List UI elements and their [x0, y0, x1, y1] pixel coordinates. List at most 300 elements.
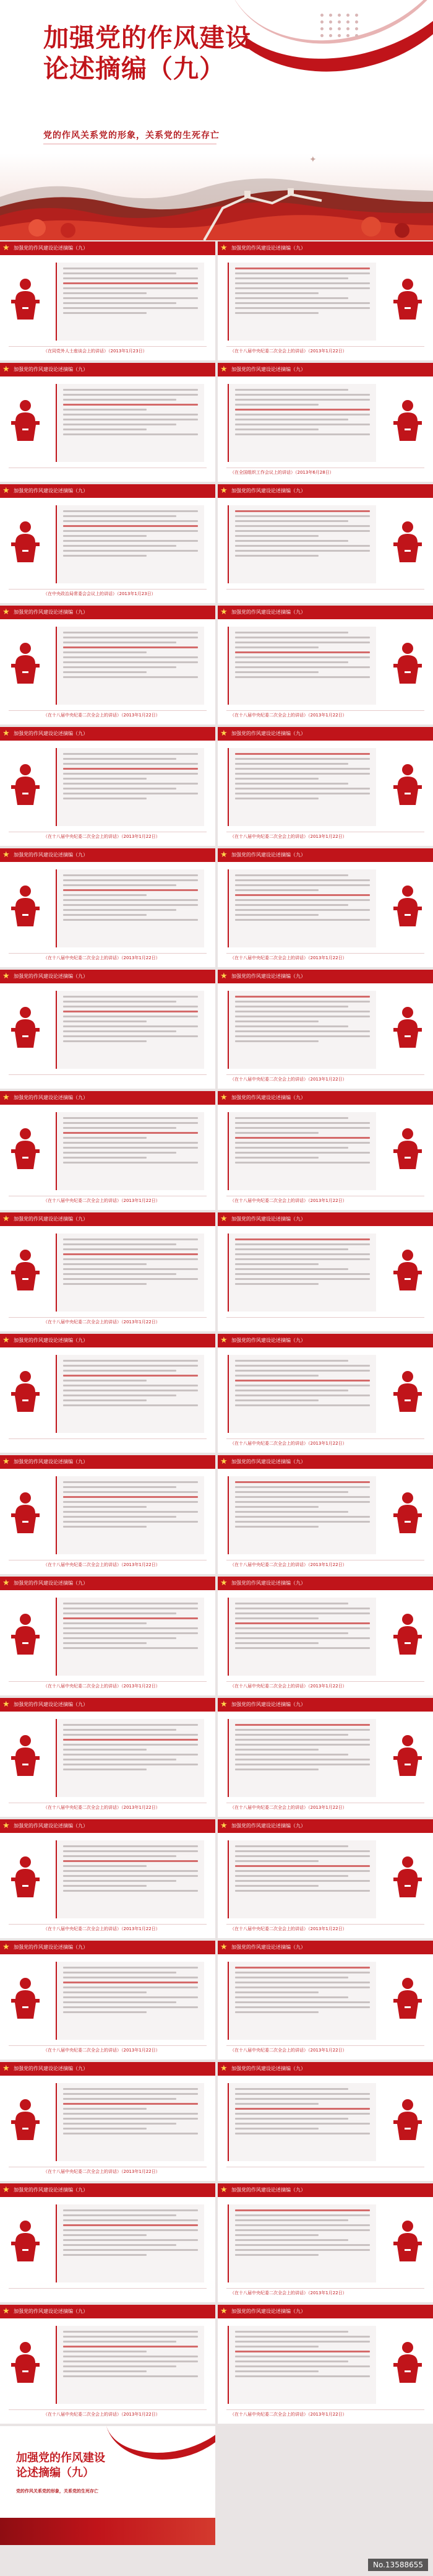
text-line: [63, 879, 198, 881]
star-icon: ★: [2, 1700, 10, 1709]
divider: [9, 2409, 207, 2410]
text-line: [63, 1263, 147, 1265]
text-line: [63, 1982, 198, 1983]
quote-source: （在十八届中央纪委二次全会上的讲话）（2013年1月22日）: [43, 2048, 160, 2053]
text-line: [63, 1011, 198, 1012]
slide-title: 加强党的作风建设论述摘编（九）: [14, 245, 88, 251]
end-title-line2: 论述摘编（九）: [16, 2466, 94, 2479]
divider: [226, 2288, 424, 2289]
divider: [9, 1924, 207, 1925]
speaker-podium-icon: [390, 2098, 426, 2141]
content-slide: [218, 484, 433, 603]
slide-title: 加强党的作风建设论述摘编（九）: [231, 1459, 306, 1464]
quote-source: （在十八届中央纪委二次全会上的讲话）（2013年1月22日）: [230, 955, 347, 960]
text-line: [235, 1385, 370, 1386]
speaker-podium-icon: [390, 884, 426, 928]
text-line: [235, 1404, 370, 1406]
text-line: [235, 2361, 348, 2362]
text-line: [235, 389, 348, 391]
star-icon: ★: [2, 243, 10, 253]
quote-source: （在十八届中央纪委二次全会上的讲话）（2013年1月22日）: [230, 1562, 347, 1567]
text-line: [235, 535, 319, 537]
text-line: [63, 2365, 176, 2367]
quote-source: （在中央政治局常委会会议上的讲话）（2013年1月23日）: [43, 591, 156, 596]
text-line: [235, 773, 370, 775]
text-line: [235, 414, 370, 416]
content-slide: [218, 2062, 433, 2181]
content-slide: [218, 606, 433, 724]
text-line: [63, 2244, 176, 2246]
text-line: [63, 2336, 198, 2338]
content-slide: [218, 727, 433, 846]
text-line: [235, 1365, 370, 1367]
text-line: [63, 510, 198, 512]
star-icon: ★: [2, 850, 10, 859]
text-line: [63, 1972, 176, 1973]
text-line: [235, 1850, 370, 1852]
text-line: [63, 419, 198, 420]
text-line: [63, 2093, 198, 2095]
text-line: [63, 1845, 198, 1847]
text-line: [235, 1278, 370, 1280]
text-line: [63, 2209, 198, 2211]
text-line: [63, 1991, 147, 1993]
content-slide: [0, 2183, 215, 2302]
slide-title: 加强党的作风建设论述摘编（九）: [231, 731, 306, 736]
text-line: [63, 1880, 176, 1882]
text-line: [63, 671, 147, 673]
text-line: [63, 874, 198, 876]
decorative-dots: [320, 14, 360, 37]
text-line: [235, 1724, 370, 1726]
text-line: [63, 1278, 198, 1280]
quote-source: （在十八届中央纪委二次全会上的讲话）（2013年1月22日）: [43, 713, 160, 718]
speaker-podium-icon: [7, 1612, 43, 1656]
quote-card: [228, 869, 376, 947]
text-line: [63, 1516, 176, 1518]
text-line: [235, 1390, 348, 1391]
content-slide: [218, 1091, 433, 1210]
text-line: [63, 1399, 147, 1401]
star-icon: ★: [220, 243, 228, 253]
text-line: [235, 884, 370, 886]
text-line: [235, 1739, 370, 1741]
text-line: [63, 2239, 198, 2241]
text-line: [235, 1885, 319, 1887]
text-line: [63, 788, 176, 790]
slide-title: 加强党的作风建设论述摘编（九）: [231, 488, 306, 494]
content-slide: [0, 1698, 215, 1817]
content-slide: [0, 606, 215, 724]
text-line: [235, 1855, 370, 1857]
quote-source: （在十八届中央纪委二次全会上的讲话）（2013年1月22日）: [43, 834, 160, 839]
quote-card: [56, 263, 204, 341]
slide-title: 加强党的作风建设论述摘编（九）: [14, 1338, 88, 1343]
text-line: [235, 2093, 370, 2095]
star-icon: ★: [2, 1457, 10, 1466]
content-slide: [0, 970, 215, 1089]
text-line: [235, 2128, 319, 2130]
text-line: [63, 1603, 198, 1604]
cover-title-line2: 论述摘编（九）: [43, 54, 225, 84]
text-line: [63, 389, 198, 391]
text-line: [235, 904, 348, 906]
text-line: [235, 1622, 370, 1624]
text-line: [235, 1122, 370, 1124]
text-line: [235, 1380, 370, 1382]
star-icon: ★: [2, 972, 10, 981]
text-line: [63, 666, 176, 668]
text-line: [63, 2123, 176, 2125]
quote-source: （在十八届中央纪委二次全会上的讲话）（2013年1月22日）: [230, 1684, 347, 1689]
text-line: [235, 525, 370, 527]
text-line: [63, 1996, 198, 1998]
text-line: [235, 2356, 370, 2357]
text-line: [63, 2006, 198, 2008]
quote-source: （在十八届中央纪委二次全会上的讲话）（2013年1月22日）: [43, 1926, 160, 1931]
text-line: [63, 282, 198, 284]
text-line: [235, 1506, 319, 1508]
text-line: [235, 1025, 348, 1027]
text-line: [235, 1875, 348, 1877]
text-line: [235, 2123, 370, 2125]
text-line: [63, 753, 198, 755]
content-slide: [218, 363, 433, 482]
text-line: [235, 2239, 348, 2241]
great-wall-landscape-image: [0, 154, 433, 240]
text-line: [63, 1283, 147, 1285]
text-line: [235, 297, 348, 299]
text-line: [63, 632, 198, 633]
text-line: [235, 2229, 370, 2231]
star-icon: ★: [220, 2307, 228, 2316]
slide-title: 加强党的作风建设论述摘编（九）: [14, 1095, 88, 1100]
text-line: [235, 671, 319, 673]
text-line: [235, 783, 348, 785]
star-icon: ★: [2, 1093, 10, 1102]
text-line: [235, 2370, 319, 2372]
text-line: [235, 282, 370, 284]
divider: [9, 1681, 207, 1682]
quote-card: [56, 2083, 204, 2161]
text-line: [63, 651, 147, 653]
divider: [226, 2409, 424, 2410]
speaker-podium-icon: [7, 1370, 43, 1413]
text-line: [63, 798, 147, 799]
text-line: [235, 1238, 370, 1240]
text-line: [63, 268, 198, 269]
slide-title: 加强党的作风建设论述摘编（九）: [14, 731, 88, 736]
text-line: [235, 1627, 370, 1629]
divider: [9, 1438, 207, 1439]
star-icon: ★: [220, 1821, 228, 1830]
divider: [226, 710, 424, 711]
text-line: [63, 2088, 198, 2090]
bird-icon: ✦: [309, 155, 317, 165]
text-line: [63, 1001, 176, 1003]
text-line: [235, 1283, 319, 1285]
text-line: [235, 1395, 370, 1396]
text-line: [235, 545, 370, 547]
text-line: [235, 2351, 370, 2352]
star-icon: ★: [2, 729, 10, 738]
divider: [9, 1074, 207, 1075]
watermark-label: No.13588655: [368, 2559, 428, 2571]
speaker-podium-icon: [390, 1127, 426, 1170]
text-line: [63, 899, 198, 901]
text-line: [235, 661, 348, 663]
text-line: [235, 1890, 370, 1892]
cover-title: [43, 22, 251, 84]
speaker-podium-icon: [390, 1248, 426, 1292]
text-line: [63, 1754, 198, 1756]
speaker-podium-icon: [7, 1127, 43, 1170]
text-line: [235, 1729, 370, 1731]
text-line: [235, 996, 370, 998]
content-slide: [218, 970, 433, 1089]
text-line: [63, 1385, 198, 1386]
text-line: [235, 1526, 319, 1528]
text-line: [63, 1370, 176, 1372]
text-line: [63, 287, 198, 289]
quote-card: [228, 263, 376, 341]
text-line: [63, 2133, 198, 2134]
slide-title: 加强党的作风建设论述摘编（九）: [14, 1459, 88, 1464]
text-line: [235, 2011, 319, 2013]
text-line: [63, 1152, 176, 1154]
slide-title: 加强党的作风建设论述摘编（九）: [14, 852, 88, 858]
text-line: [63, 1238, 198, 1240]
content-slide: [218, 1577, 433, 1695]
text-line: [63, 1608, 198, 1609]
text-line: [63, 433, 198, 435]
decorative-swoosh: [94, 2426, 215, 2473]
text-line: [235, 2346, 319, 2348]
speaker-podium-icon: [7, 1248, 43, 1292]
text-line: [235, 2375, 370, 2377]
text-line: [235, 2234, 319, 2236]
text-line: [63, 1006, 198, 1007]
text-line: [235, 277, 348, 279]
text-line: [235, 1608, 370, 1609]
text-line: [63, 1253, 198, 1255]
text-line: [235, 2103, 319, 2105]
quote-source: （在十八届中央纪委二次全会上的讲话）（2013年1月22日）: [230, 2291, 347, 2295]
text-line: [235, 2244, 370, 2246]
text-line: [235, 753, 370, 755]
text-line: [63, 1248, 198, 1250]
speaker-podium-icon: [7, 1491, 43, 1534]
divider: [226, 953, 424, 954]
text-line: [63, 292, 147, 294]
text-line: [235, 1152, 370, 1154]
star-icon: ★: [220, 2064, 228, 2073]
text-line: [63, 793, 198, 794]
text-line: [63, 758, 176, 760]
text-line: [63, 1404, 198, 1406]
text-line: [235, 1647, 370, 1649]
star-icon: ★: [2, 1943, 10, 1952]
slide-title: 加强党的作风建设论述摘编（九）: [231, 1823, 306, 1829]
text-line: [235, 1511, 348, 1513]
slide-title: 加强党的作风建设论述摘编（九）: [231, 245, 306, 251]
text-line: [235, 2254, 319, 2256]
slide-title: 加强党的作风建设论述摘编（九）: [231, 2308, 306, 2314]
content-slide: [0, 363, 215, 482]
star-icon: ★: [220, 486, 228, 495]
text-line: [63, 2118, 198, 2120]
speaker-podium-icon: [390, 277, 426, 321]
quote-card: [56, 869, 204, 947]
text-line: [235, 1273, 370, 1275]
text-line: [63, 1258, 198, 1260]
text-line: [63, 1729, 176, 1731]
text-line: [235, 1637, 370, 1639]
slide-title: 加强党的作风建设论述摘编（九）: [14, 609, 88, 615]
text-line: [63, 1521, 198, 1523]
end-title-line1: 加强党的作风建设: [16, 2452, 105, 2465]
text-line: [63, 530, 198, 532]
star-icon: ★: [220, 1093, 228, 1102]
text-line: [235, 1127, 370, 1129]
text-line: [235, 676, 370, 678]
text-line: [235, 550, 370, 552]
text-line: [63, 1977, 198, 1978]
quote-card: [56, 1962, 204, 2040]
star-icon: ★: [220, 1943, 228, 1952]
text-line: [235, 2108, 370, 2110]
text-line: [63, 429, 147, 430]
text-line: [235, 272, 370, 274]
speaker-podium-icon: [7, 520, 43, 564]
text-line: [235, 1986, 370, 1988]
text-line: [235, 1734, 348, 1736]
star-icon: ★: [220, 1336, 228, 1345]
text-line: [63, 768, 198, 770]
text-line: [235, 2331, 348, 2333]
text-line: [63, 404, 198, 406]
text-line: [235, 2098, 370, 2100]
text-line: [63, 555, 147, 557]
speaker-podium-icon: [390, 2341, 426, 2384]
text-line: [63, 2108, 147, 2110]
text-line: [63, 545, 176, 547]
text-line: [63, 409, 147, 411]
text-line: [63, 535, 147, 537]
text-line: [235, 1370, 370, 1372]
text-line: [235, 1258, 370, 1260]
text-line: [63, 661, 198, 663]
content-slide: [0, 2062, 215, 2181]
text-line: [235, 1991, 319, 1993]
text-line: [63, 525, 198, 527]
quote-card: [228, 1598, 376, 1676]
text-line: [235, 1759, 370, 1760]
speaker-podium-icon: [7, 1006, 43, 1049]
text-line: [235, 632, 348, 633]
speaker-podium-icon: [7, 277, 43, 321]
speaker-podium-icon: [390, 1612, 426, 1656]
speaker-podium-icon: [7, 2219, 43, 2263]
text-line: [235, 894, 370, 896]
quote-source: （在十八届中央纪委二次全会上的讲话）（2013年1月22日）: [230, 834, 347, 839]
star-icon: ★: [220, 1700, 228, 1709]
content-slide: [218, 1455, 433, 1574]
text-line: [63, 2254, 147, 2256]
divider: [9, 710, 207, 711]
text-line: [63, 1759, 176, 1760]
star-icon: ★: [220, 729, 228, 738]
speaker-podium-icon: [390, 1734, 426, 1777]
text-line: [235, 1521, 370, 1523]
quote-source: （在十八届中央纪委二次全会上的讲话）（2013年1月22日）: [230, 1926, 347, 1931]
text-line: [235, 429, 319, 430]
text-line: [235, 1481, 370, 1483]
quote-source: （在十八届中央纪委二次全会上的讲话）（2013年1月22日）: [230, 1198, 347, 1203]
text-line: [235, 2209, 370, 2211]
divider: [9, 346, 207, 347]
text-line: [235, 287, 370, 289]
star-icon: ★: [220, 972, 228, 981]
text-line: [63, 1132, 198, 1134]
text-line: [63, 2331, 198, 2333]
text-line: [63, 2103, 198, 2105]
text-line: [63, 1870, 198, 1872]
quote-card: [228, 2083, 376, 2161]
text-line: [63, 1117, 198, 1119]
text-line: [63, 656, 198, 658]
slide-title: 加强党的作风建设论述摘编（九）: [231, 973, 306, 979]
text-line: [235, 919, 370, 921]
star-icon: ★: [220, 365, 228, 374]
text-line: [63, 1632, 198, 1634]
text-line: [63, 1035, 198, 1037]
text-line: [63, 1137, 147, 1139]
text-line: [235, 637, 370, 638]
quote-card: [228, 627, 376, 705]
text-line: [235, 1982, 370, 1983]
text-line: [235, 899, 370, 901]
text-line: [63, 1025, 198, 1027]
content-slide: [0, 242, 215, 360]
speaker-podium-icon: [390, 642, 426, 685]
text-line: [63, 1642, 147, 1644]
text-line: [63, 550, 198, 552]
text-line: [63, 312, 147, 314]
text-line: [63, 642, 176, 643]
text-line: [63, 1506, 147, 1508]
slide-title: 加强党的作风建设论述摘编（九）: [231, 2066, 306, 2071]
text-line: [63, 1986, 198, 1988]
content-slide: [0, 727, 215, 846]
quote-card: [56, 1476, 204, 1554]
text-line: [63, 1040, 147, 1042]
text-line: [235, 1253, 370, 1255]
text-line: [235, 1996, 348, 1998]
text-line: [63, 1486, 176, 1488]
content-slide: [0, 1941, 215, 2060]
text-line: [235, 914, 319, 916]
quote-source: （在全国组织工作会议上的讲话）（2013年6月28日）: [230, 470, 334, 475]
text-line: [235, 666, 370, 668]
quote-card: [56, 1598, 204, 1676]
text-line: [63, 2113, 198, 2115]
text-line: [235, 778, 319, 780]
text-line: [63, 1885, 147, 1887]
quote-card: [56, 2326, 204, 2404]
text-line: [235, 2133, 370, 2134]
text-line: [63, 637, 198, 638]
